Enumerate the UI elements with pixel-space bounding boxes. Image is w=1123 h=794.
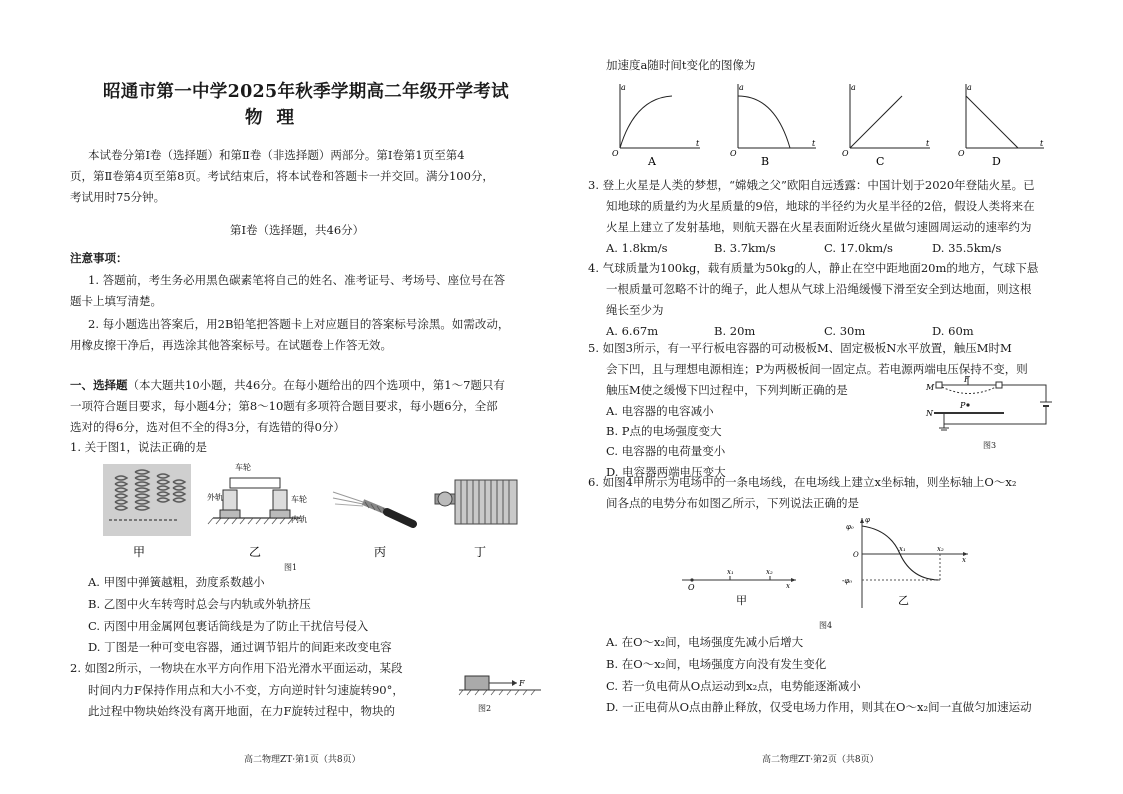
notice-line: 用橡皮擦干净后，再选涂其他答案标号。在试题卷上作答无效。 (70, 338, 392, 352)
part1-title: 一、选择题 (70, 378, 128, 392)
axis-t-label: t (1040, 139, 1044, 148)
subject-title: 物理 (245, 108, 308, 128)
q5-option-c: C. 电容器的电荷量变小 (606, 444, 726, 458)
q2-line: 时间内力F保持作用点和大小不变，方向逆时针匀速旋转90°， (88, 683, 404, 697)
q3-option-c: C. 17.0km/s (824, 241, 893, 255)
fig3-p-label: P (960, 401, 966, 410)
q2-tail: 加速度a随时间t变化的图像为 (606, 58, 756, 72)
fig3-f-label: F (964, 375, 970, 384)
q1-option-d: D. 丁图是一种可变电容器，通过调节铝片的间距来改变电容 (88, 640, 392, 654)
intro-line: 本试卷分第Ⅰ卷（选择题）和第Ⅱ卷（非选择题）两部分。第Ⅰ卷第1页至第4 (88, 148, 465, 162)
fig4-yi (842, 516, 968, 608)
graph-label: A (648, 155, 656, 168)
variable-capacitor-image (435, 480, 517, 559)
fig2-force-label: F (519, 679, 525, 688)
q3-line: 3. 登上火星是人类的梦想，“嫦娥之父”欧阳自远透露：中国计划于2020年登陆火星。已 (588, 178, 1035, 192)
notice-line: 1. 答题前，考生务必用黑色碳素笔将自己的姓名、准考证号、考场号、座位号在答 (88, 273, 506, 287)
exam-title: 昭通市第一中学2025年秋季学期高二年级开学考试 (103, 82, 509, 102)
graph-label: C (876, 155, 885, 168)
axis-t-label: t (812, 139, 816, 148)
q3-option-b: B. 3.7km/s (714, 241, 776, 255)
q2-answer-graphs (610, 78, 1050, 170)
fig1-inner-rail-label: 内轨 (291, 515, 307, 524)
part1-desc-line: 选对的得6分，选对但不全的得3分，有选错的得0分） (70, 420, 345, 434)
fig1-wheel-label-right: 车轮 (291, 495, 307, 504)
q6-option-a: A. 在O～x₂间，电场强度先减小后增大 (606, 635, 804, 649)
q6-option-c: C. 若一负电荷从O点运动到x₂点，电势能逐渐减小 (606, 679, 861, 693)
q1-option-a: A. 甲图中弹簧越粗，劲度系数越小 (88, 575, 265, 589)
springs-image (103, 464, 191, 559)
axis-o-label: O (958, 149, 965, 158)
shielded-cable-image (333, 492, 413, 559)
axis-a-label: a (967, 83, 972, 92)
axis-a-label: a (851, 83, 856, 92)
q3-option-d: D. 35.5km/s (932, 241, 1002, 255)
q4-option-b: B. 20m (714, 324, 756, 338)
graph-d (958, 83, 1044, 168)
axis-o-label: O (612, 149, 619, 158)
fig4-origin-label: O (853, 551, 859, 559)
fig1-outer-rail-label: 外轨 (207, 493, 223, 502)
q5-line: 触压M使之缓慢下凹过程中，下列判断正确的是 (606, 383, 848, 397)
q1-option-b: B. 乙图中火车转弯时总会与内轨或外轨挤压 (88, 597, 311, 611)
q4-option-d: D. 60m (932, 324, 974, 338)
figure-1-caption: 图1 (284, 563, 298, 572)
q1-option-c: C. 丙图中用金属网包裹话筒线是为了防止干扰信号侵入 (88, 619, 369, 633)
fig3-n-label: N (926, 409, 933, 418)
fig3-m-label: M (926, 383, 935, 392)
axis-t-label: t (926, 139, 930, 148)
fig4-negphi0-label: -φ₀ (842, 577, 853, 585)
q4-line: 4. 气球质量为100kg，载有质量为50kg的人，静止在空中距地面20m的地方，气球下悬 (588, 261, 1039, 275)
notice-title: 注意事项： (70, 251, 128, 265)
q6-line: 6. 如图4甲所示为电场中的一条电场线，在电场线上建立x坐标轴，则坐标轴上O～x₂ (588, 475, 1017, 489)
notice-line: 2. 每小题选出答案后，用2B铅笔把答题卡上对应题目的答案标号涂黑。如需改动， (88, 317, 510, 331)
q4-option-a: A. 6.67m (606, 324, 659, 338)
fig4-jia-label: 甲 (736, 594, 747, 607)
fig1-wheel-label: 车轮 (235, 463, 251, 472)
fig4-x1-label: x₁ (727, 568, 734, 576)
fig1-label: 甲 (132, 545, 146, 559)
fig4-phi0-label: φ₀ (846, 523, 854, 531)
notice-line: 题卡上填写清楚。 (70, 294, 162, 308)
fig1-label: 丁 (473, 545, 487, 559)
fig4-yi-label: 乙 (898, 594, 909, 607)
figure-4-caption: 图4 (819, 621, 833, 630)
q5-line: 5. 如图3所示，有一平行板电容器的可动极板M、固定极板N水平放置，触压M时M (588, 341, 1012, 355)
axis-o-label: O (730, 149, 737, 158)
graph-label: D (992, 155, 1001, 168)
q3-line: 知地球的质量约为火星质量的9倍，地球的半径约为火星半径的2倍，假设人类将来在 (606, 199, 1035, 213)
page-footer-right: 高二物理ZT·第2页（共8页） (762, 755, 879, 765)
graph-b (730, 83, 816, 168)
q6-option-b: B. 在O～x₂间，电场强度方向没有发生变化 (606, 657, 827, 671)
q5-option-b: B. P点的电场强度变大 (606, 424, 722, 438)
q2-line: 此过程中物块始终没有离开地面，在力F旋转过程中，物块的 (88, 704, 395, 718)
part1-desc: （本大题共10小题，共46分。在每小题给出的四个选项中，第1～7题只有 (127, 378, 505, 392)
fig1-label: 乙 (248, 545, 262, 559)
part1-desc-line: 一项符合题目要求，每小题4分；第8～10题有多项符合题目要求，每小题6分，全部 (70, 399, 498, 413)
fig4-o-label: O (688, 583, 695, 592)
fig4-curve-x2-label: x₂ (937, 545, 944, 553)
figure-1 (95, 458, 535, 570)
figure-3 (924, 372, 1058, 440)
intro-line: 考试用时75分钟。 (70, 190, 166, 204)
q5-option-a: A. 电容器的电容减小 (606, 404, 714, 418)
question-1: 1. 关于图1，说法正确的是 (70, 440, 207, 454)
figure-2 (455, 668, 545, 702)
axis-o-label: O (842, 149, 849, 158)
q5-line: 会下凹，且与理想电源相连；P为两极板间一固定点。若电源两端电压保持不变，则 (606, 362, 1028, 376)
graph-c (842, 83, 930, 168)
figure-2-caption: 图2 (478, 704, 492, 713)
graph-label: B (761, 155, 770, 168)
axis-a-label: a (621, 83, 626, 92)
fig4-curve-x1-label: x₁ (899, 545, 906, 553)
fig4-curve-x-label: x (962, 556, 966, 564)
q3-option-a: A. 1.8km/s (606, 241, 668, 255)
q6-option-d: D. 一正电荷从O点由静止释放，仅受电场力作用，则其在O～x₂间一直做匀加速运动 (606, 700, 1032, 714)
axis-t-label: t (696, 139, 700, 148)
q5-option-d: D. 电容器两端电压变大 (606, 465, 726, 479)
part1-heading (70, 375, 505, 396)
graph-a (612, 83, 700, 168)
train-wheel-diagram (207, 462, 307, 559)
figure-4 (678, 512, 978, 622)
fig4-x2-label: x₂ (766, 568, 773, 576)
q4-line: 一根质量可忽略不计的绳子，此人想从气球上沿绳缓慢下滑至安全到达地面，则这根 (606, 282, 1032, 296)
fig1-label: 丙 (373, 545, 387, 559)
fig4-jia (682, 568, 796, 607)
q4-line: 绳长至少为 (606, 303, 664, 317)
section-heading: 第Ⅰ卷（选择题，共46分） (230, 223, 365, 237)
q4-option-c: C. 30m (824, 324, 866, 338)
figure-3-caption: 图3 (983, 441, 997, 450)
page-footer-left: 高二物理ZT·第1页（共8页） (244, 755, 361, 765)
q6-line: 间各点的电势分布如图乙所示，下列说法正确的是 (606, 496, 859, 510)
q2-line: 2. 如图2所示，一物块在水平方向作用下沿光滑水平面运动，某段 (70, 661, 403, 675)
fig4-phi-label: φ (865, 516, 870, 524)
intro-line: 页，第Ⅱ卷第4页至第8页。考试结束后，将本试卷和答题卡一并交回。满分100分， (70, 169, 494, 183)
axis-a-label: a (739, 83, 744, 92)
q3-line: 火星上建立了发射基地，则航天器在火星表面附近绕火星做匀速圆周运动的速率约为 (606, 220, 1032, 234)
fig4-x-label: x (786, 582, 790, 590)
